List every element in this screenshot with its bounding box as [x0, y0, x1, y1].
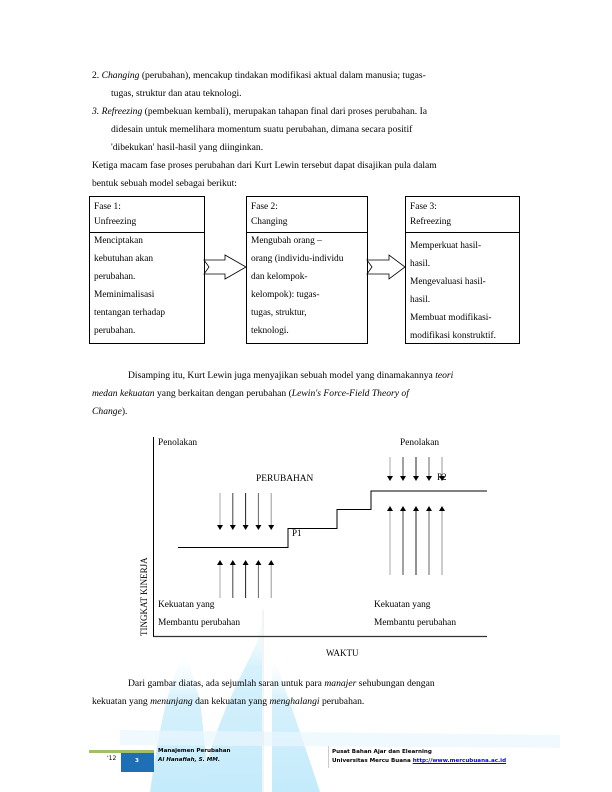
driving-label-right-1: Kekuatan yang [374, 600, 431, 610]
resisting-force-left-arrow [230, 493, 236, 530]
phase-line: perubahan. [94, 326, 136, 336]
driving-label-left-1: Kekuatan yang [158, 600, 215, 610]
phase-line: Membuat modifikasi- [410, 313, 492, 323]
phase-name: Changing [251, 217, 288, 227]
footer-author: Al Hanafiah, S. MM. [158, 757, 220, 763]
resisting-force-left-arrow [217, 493, 223, 530]
driving-label-right-2: Membantu perubahan [374, 618, 457, 628]
resisting-force-right-arrow [413, 457, 419, 481]
phase-line: kelompok): tugas- [251, 290, 320, 300]
phase-line: perubahan. [94, 272, 136, 282]
driving-force-right-arrow [439, 506, 445, 575]
phase-line: kebutuhan akan [94, 254, 154, 264]
item-text: (pembekuan kembali), merupakan tahapan final dari proses perubahan. Ia [142, 106, 428, 117]
item-number: 2. [92, 70, 100, 81]
phase-title: Fase 1: [94, 202, 121, 212]
x-axis-label: WAKTU [326, 648, 359, 658]
phase-line: Meminimalisasi [94, 290, 155, 300]
para3-line-2: kekuatan yang menunjang dan kekuatan yang menghalangi perubahan. [92, 696, 365, 707]
footer-divider [328, 746, 329, 768]
p2-label: P2 [437, 472, 447, 482]
phase-line: dan kelompok- [251, 272, 308, 282]
phase-line: Mengubah orang – [251, 236, 322, 246]
page-number-badge [121, 753, 154, 772]
item-term: Changing [101, 70, 140, 81]
page-number: 3 [135, 758, 139, 764]
phase-line: Mengevaluasi hasil- [410, 277, 486, 287]
phase-line: Menciptakan [94, 236, 143, 246]
driving-force-right-arrow [387, 506, 393, 575]
driving-force-left-arrow [268, 560, 274, 598]
footer-url-link[interactable]: http://www.mercubuana.ac.id [412, 758, 507, 764]
phase-name: Refreezing [410, 217, 452, 227]
phase-line: tentangan terhadap [94, 308, 166, 318]
resisting-force-right-arrow [426, 457, 432, 481]
phase-line: orang (individu-individu [251, 254, 344, 264]
phase-title: Fase 2: [251, 202, 278, 212]
para2-line-1: Disamping itu, Kurt Lewin juga menyajikan sebuah model yang dinamakannya teori [128, 370, 454, 381]
footer-course-title: Manajemen Perubahan [158, 748, 231, 754]
intro-line-1: Ketiga macam fase proses perubahan dari Kurt Lewin tersebut dapat disajikan pula dalam [92, 160, 437, 171]
change-label: PERUBAHAN [256, 474, 314, 484]
phase-title: Fase 3: [410, 202, 437, 212]
list-item-changing-cont: tugas, struktur dan atau teknologi. [111, 88, 242, 99]
driving-label-left-2: Membantu perubahan [158, 618, 241, 628]
driving-force-left-arrow [255, 560, 261, 598]
phase-name: Unfreezing [94, 217, 137, 227]
item-term: Refreezing [101, 106, 143, 117]
item-text: (perubahan), mencakup tindakan modifikasi aktual dalam manusia; tugas- [139, 70, 426, 81]
phase-line: modifikasi konstruktif. [410, 331, 496, 341]
footer-center-name: Pusat Bahan Ajar dan Elearning [332, 749, 432, 755]
driving-force-right-arrow [426, 506, 432, 575]
intro-line-2: bentuk sebuah model sebagai berikut: [92, 178, 237, 189]
para2-line-2: medan kekuatan yang berkaitan dengan perubahan (Lewin's Force-Field Theory of [92, 388, 409, 399]
performance-step-line [178, 491, 487, 548]
resisting-force-left-arrow [255, 493, 261, 530]
phase-line: hasil. [410, 295, 431, 305]
resisting-force-left-arrow [268, 493, 274, 530]
list-item-refreezing-cont2: 'dibekukan' hasil-hasil yang diinginkan. [111, 142, 264, 153]
resisting-force-right-arrow [387, 457, 393, 481]
footer-university-line [332, 758, 506, 764]
phase-line: teknologi. [251, 326, 289, 336]
driving-force-left-arrow [217, 560, 223, 598]
driving-force-right-arrow [400, 506, 406, 575]
footer-university: Universitas Mercu Buana [332, 758, 413, 764]
resisting-force-right-arrow [400, 457, 406, 481]
phase-line: Memperkuat hasil- [410, 241, 482, 251]
resisting-label-left: Penolakan [158, 438, 198, 448]
item-number: 3. [92, 106, 100, 117]
driving-force-right-arrow [413, 506, 419, 575]
p1-label: P1 [292, 528, 302, 538]
y-axis-label: TINGKAT KINERJA [139, 557, 149, 636]
driving-force-left-arrow [243, 560, 249, 598]
para3-line-1: Dari gambar diatas, ada sejumlah saran untuk para manajer sehubungan dengan [128, 678, 435, 689]
resisting-label-right: Penolakan [400, 438, 440, 448]
driving-force-left-arrow [230, 560, 236, 598]
phase-line: tugas, struktur, [251, 308, 307, 318]
para2-line-3: Change). [92, 406, 128, 417]
list-item-refreezing-cont1: didesain untuk memelihara momentum suatu perubahan, dimana secara positif [111, 124, 413, 135]
phase-line: hasil. [410, 259, 431, 269]
resisting-force-left-arrow [243, 493, 249, 530]
footer-year: '12 [107, 755, 117, 762]
